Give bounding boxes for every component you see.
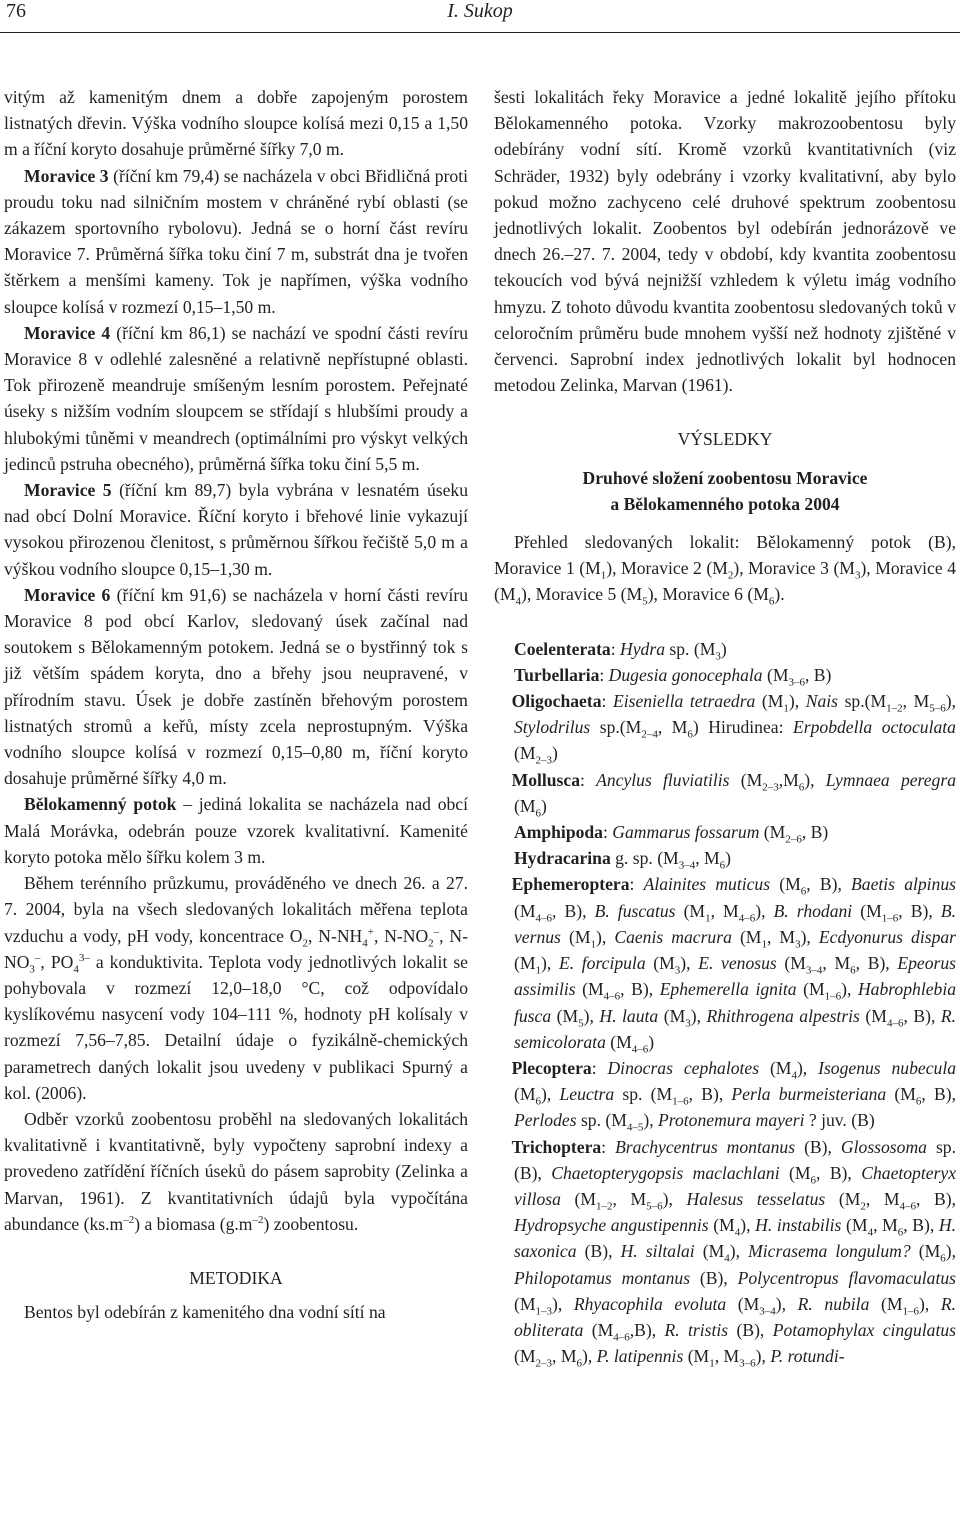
paragraph-moravice-5: Moravice 5 (říční km 89,7) byla vybrána v lesnatém úseku nad obcí Dolní Moravice. Říční koryto i břehové linie vykazují vysokou přirozenou členitost, s průměrnou šířkou řečiště 5,0 m a výškou vodního sloupce 0,15–1,30 m. — [4, 480, 468, 579]
taxon-group-ephemeroptera: Ephemeroptera: Alainites muticus ($M_6$, B), Baetis alpinus ($M_{4-6}$, B), B. fuscatus ($M_1$, $M_{4-6}$), B. rhodani ($M_{1-6}$, B), B. vernus $(M_1)$, Caenis macrura ($M_1$, $M_3$), Ecdyonurus dispar $(M_1)$, E. forcipula $(M_3)$, E. venosus ($M_{3-4}$, $M_6$, B), Epeorus assimilis ($M_{4-6}$, B), Ephemerella ignita $(M_{1-6})$, Habrophlebia fusca $(M_5)$, H. lauta $(M_3)$, Rhithrogena alpestris ($M_{4-6}$, B), R. semicolorata $(M_{4-6})$ — [511, 874, 957, 1056]
page-header — [0, 0, 960, 34]
paragraph-belokamenny: Bělokamenný potok – jediná lokalita se nacházela nad obcí Malá Morávka, odebrán pouze vzorek kvalitativní. Kamenité koryto potoka mělo šířku kolem 3 m. — [4, 794, 469, 867]
paragraph: šesti lokalitách řeky Moravice a jedné lokalitě jejího přítoku Bělokamenného potoka. Vzorky makrozoobentosu byly odebírány vodní sítí. Kromě vzorků kvantitativních (viz Schräder, 1932) byly odebrány i vzorky kvalitativní, aby bylo pokud možno zachyceno celé druhové spektrum zoobentosu jednotlivých lokalit. Zoobentos byl odebírán jednorázově ve dnech 26.–27. 7. 2004, tedy v období, kdy kvantita zoobentosu tekoucích vod bývá nejnižší vzhledem k výletu imág vodního hmyzu. Z tohoto důvodu kvantita zoobentosu sledovaných toků v celoročním průměru bude mnohem vyšší než hodnoty zjištěné v červenci. Saprobní index jednotlivých lokalit byl hodnocen metodou Zelinka, Marvan (1961). — [494, 87, 956, 396]
right-column — [494, 84, 956, 1369]
subsection-heading: Druhové složení zoobentosu Moravice — [582, 467, 868, 488]
paragraph-moravice-4: Moravice 4 (říční km 86,1) se nachází ve spodní části revíru Moravice 8 v odlehlé zalesněné a relativně nepřístupné oblasti. Tok přirozeně meandruje smíšeným lesním porostem. Peřejnaté úseky s nižším vodním sloupcem se střídají s hlubšími proudy a hlubokými tůněmi v meandrech (optimálními pro výskyt velkých jedinců pstruha obecného), průměrná šířka toku činí 5,5 m. — [4, 322, 469, 474]
taxon-group-hydracarina: Hydracarina g. sp. ($M_{3-4}$, $M_6$) — [514, 848, 732, 872]
paragraph-moravice-6: Moravice 6 (říční km 91,6) se nacházela v horní části revíru Moravice 8 pod obcí Karlov, sledovaný úsek začínal nad soutokem s Bělokamenným potokem. Jedná se o bystřinný tok s již větším spádem koryta, dno a břehy jsou neupravené, v přírodním stavu. Úsek je dobře zastíněn břehovým porostem listnatých stromů a keřů, místy zcela neprostupným. Výška vodního sloupce kolísá v rozmezí 0,15–0,80 m, říční koryto dosahuje průměrné šířky 4,0 m. — [4, 584, 468, 789]
paragraph-moravice-3: Moravice 3 (říční km 79,4) se nacházela v obci Břidličná proti proudu toku nad silničním mostem v chráněné rybí oblasti (se zákazem sportovního rybolovu). Jedná se o horní část revíru Moravice 7. Průměrná šířka toku činí 7 m, substrát dna je tvořen štěrkem a menšími kameny. Tok je napřímen, výška vodního sloupce kolísá v rozmezí 0,15–1,50 m. — [4, 165, 469, 317]
paragraph-sites-overview: Přehled sledovaných lokalit: Bělokamenný potok (B), Moravice 1 $(M_1)$, Moravice 2 $(M_2)$, Moravice 3 $(M_3)$, Moravice 4 $(M_4)$, Moravice 5 $(M_5)$, Moravice 6 $(M_6)$. — [494, 532, 956, 608]
site-name: Moravice 4 — [24, 322, 111, 343]
taxon-group-oligochaeta: Oligochaeta: Eiseniella tetraedra $(M_1)$, Nais $sp.(M_{1-2}$, $M_{5-6}$), Stylodrilus $sp.(M_{2-4}$, $M_6$) Hirudinea: Erpobdella octoculata $(M_{2-3})$ — [511, 691, 956, 767]
taxon-group-amphipoda: Amphipoda: Gammarus fossarum ($M_{2-6}$, B) — [514, 822, 829, 846]
running-head: I. Sukop — [447, 0, 513, 22]
page-number: 76 — [6, 0, 26, 22]
site-name: Bělokamenný potok — [24, 794, 177, 815]
paragraph-field-survey: Během terénního průzkumu, prováděného ve dnech 26. a 27. 7. 2004, byla na všech sledovaných lokalitách měřena teplota vzduchu a vody, pH vody, koncentrace $O_2$, $N-NH_4^+$, $N-NO_2^-$, $N-NO_3^-$, $PO_4^{3-}$ a konduktivita. Teplota vody jednotlivých lokalit se pohybovala v rozmezí 12,0–18,0 °C, což odpovídalo kyslíkovému nasycení vody 104–111 %, hodnoty pH kolísaly v rozmezí 7,56–7,85. Detailní údaje o fyzikálně-chemických parametrech daných lokalit jsou uvedeny v publikaci Spurný a kol. (2006). — [4, 873, 468, 1103]
section-heading-vysledky: VÝSLEDKY — [677, 429, 773, 450]
header-rule — [0, 32, 960, 33]
taxon-group-coelenterata: Coelenterata: Hydra sp. $(M_3)$ — [514, 638, 727, 663]
taxon-group-mollusca: Mollusca: Ancylus fluviatilis $(M_{2-3},M_6)$, Lymnaea peregra $(M_6)$ — [511, 769, 956, 820]
taxon-group-turbellaria: Turbellaria: Dugesia gonocephala ($M_{3-6}$, B) — [514, 664, 832, 689]
left-column — [4, 84, 468, 1325]
subsection-heading: a Bělokamenného potoka 2004 — [610, 493, 840, 514]
taxon-group-trichoptera: Trichoptera: Brachycentrus montanus (B), Glossosoma sp. (B), Chaetopterygopsis maclachlani ($M_6$, B), Chaetopteryx villosa ($M_{1-2}$, $M_{5-6}$), Halesus tesselatus ($M_2$, $M_{4-6}$, B), Hydropsyche angustipennis $(M_4)$, H. instabilis ($M_4$, $M_6$, B), H. saxonica (B), H. siltalai $(M_4)$, Micrasema longulum? $(M_6)$, Philopotamus montanus (B), Polycentropus flavomaculatus $(M_{1-3})$, Rhyacophila evoluta $(M_{3-4})$, R. nubila $(M_{1-6})$, R. obliterata $(M_{4-6},B)$, R. tristis (B), Potamophylax cingulatus ($M_{2-3}$, $M_6$), P. latipennis ($M_1$, $M_{3-6}$), P. rotundi- — [511, 1136, 957, 1370]
paragraph-sampling: Odběr vzorků zoobentosu proběhl na sledovaných lokalitách kvalitativně i kvantitativně, byly vypočteny saprobní indexy a provedeno zatřídění říčních úseků do pásem saprobity (Zelinka a Marvan, 1961). Z kvantitativních údajů byla vypočítána abundance $(ks.m^{-2})$ a biomasa $(g.m^{-2})$ zoobentosu. — [4, 1108, 468, 1234]
paragraph-bentos: Bentos byl odebírán z kamenitého dna vodní sítí na — [24, 1302, 386, 1323]
taxon-group-plecoptera: Plecoptera: Dinocras cephalotes $(M_4)$, Isogenus nubecula $(M_6)$, Leuctra sp. ($M_{1-6}$, B), Perla burmeisteriana ($M_6$, B), Perlodes sp. $(M_{4-5})$, Protonemura mayeri ? juv. (B) — [511, 1057, 957, 1134]
site-name: Moravice 3 — [24, 165, 109, 186]
paragraph: vitým až kamenitým dnem a dobře zapojeným porostem listnatých dřevin. Výška vodního sloupce kolísá mezi 0,15 a 1,50 m a říční koryto dosahuje průměrné šířky 7,0 m. — [4, 87, 468, 160]
section-heading-metodika: METODIKA — [189, 1267, 283, 1288]
site-name: Moravice 5 — [24, 480, 112, 501]
site-name: Moravice 6 — [24, 584, 111, 605]
